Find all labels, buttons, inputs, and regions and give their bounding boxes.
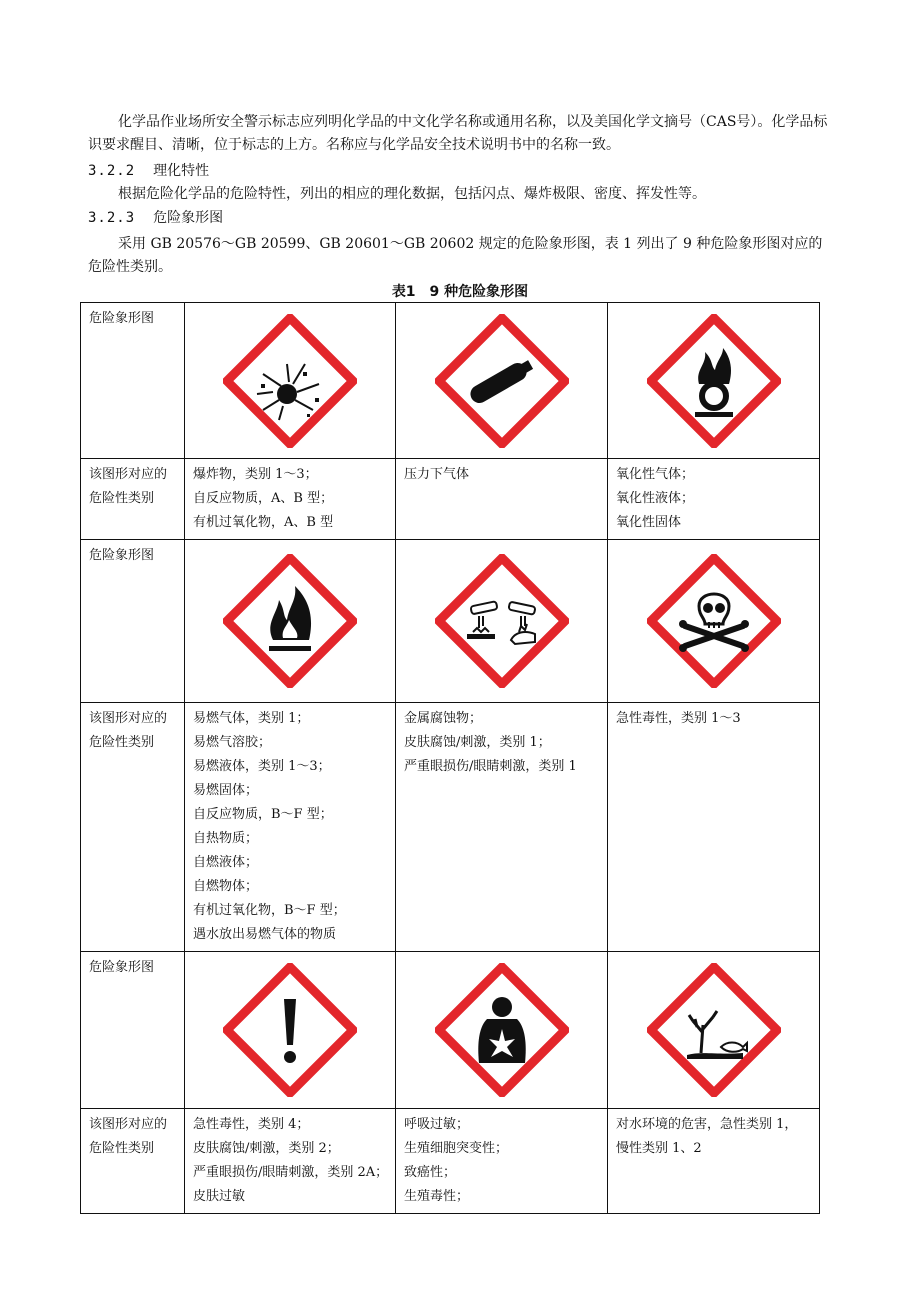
category-item: 易燃气溶胶； — [193, 735, 272, 750]
category-item: 慢性类别 1、2 — [616, 1141, 702, 1156]
corrosion-icon — [435, 554, 569, 688]
category-item: 皮肤腐蚀/刺激，类别 2； — [193, 1141, 340, 1156]
category-cell — [608, 459, 820, 540]
category-item: 生殖毒性； — [404, 1189, 470, 1204]
category-item: 皮肤过敏 — [193, 1189, 246, 1204]
flame-icon — [223, 554, 357, 688]
category-item: 有机过氧化物，B～F 型； — [193, 903, 346, 918]
health-hazard-icon — [435, 963, 569, 1097]
pictogram-row — [81, 303, 820, 459]
category-item: 压力下气体 — [404, 467, 470, 482]
category-label-cell — [81, 1109, 185, 1214]
category-item: 急性毒性，类别 4； — [193, 1117, 310, 1132]
category-cell — [396, 1109, 608, 1214]
category-cell — [185, 1109, 396, 1214]
category-row — [81, 703, 820, 952]
category-item: 自反应物质，B～F 型； — [193, 807, 333, 822]
flame-over-circle-icon — [647, 314, 781, 448]
category-item: 严重眼损伤/眼睛刺激，类别 2A； — [193, 1165, 389, 1180]
category-label-line: 危险性类别 — [89, 735, 155, 750]
pictogram-label-cell: 危险象形图 — [81, 303, 185, 459]
pictogram-cell — [608, 952, 820, 1109]
category-cell — [608, 703, 820, 952]
category-item: 严重眼损伤/眼睛刺激，类别 1 — [404, 759, 577, 774]
category-cell — [608, 1109, 820, 1214]
table-caption: 表1 9 种危险象形图 — [391, 284, 529, 300]
category-item: 生殖细胞突变性； — [404, 1141, 509, 1156]
skull-and-crossbones-icon — [647, 554, 781, 688]
pictogram-label-cell: 危险象形图 — [81, 952, 185, 1109]
category-label-line: 危险性类别 — [89, 1141, 155, 1156]
category-label-line: 该图形对应的 — [89, 711, 168, 726]
pictogram-row — [81, 952, 820, 1109]
section-number: 3.2.3 — [88, 210, 136, 226]
pictogram-cell — [396, 540, 608, 703]
pictogram-cell — [396, 303, 608, 459]
pictogram-cell — [396, 952, 608, 1109]
category-item: 遇水放出易燃气体的物质 — [193, 927, 337, 942]
exploding-bomb-icon — [223, 314, 357, 448]
pictogram-table — [80, 302, 820, 1214]
category-item: 氧化性气体； — [616, 467, 695, 482]
category-item: 呼吸过敏； — [404, 1117, 470, 1132]
category-cell — [185, 459, 396, 540]
category-item: 自热物质； — [193, 831, 259, 846]
intro-paragraph: 化学品作业场所安全警示标志应列明化学品的中文化学名称或通用名称，以及美国化学文摘号（CAS号）。化学品标识要求醒目、清晰，位于标志的上方。名称应与化学品安全技术说明书中的名称一致。 — [88, 114, 828, 153]
category-item: 氧化性液体； — [616, 491, 695, 506]
category-label-line: 该图形对应的 — [89, 467, 168, 482]
category-item: 易燃液体，类别 1～3； — [193, 759, 331, 774]
category-item: 皮肤腐蚀/刺激，类别 1； — [404, 735, 551, 750]
category-cell — [396, 703, 608, 952]
pictogram-cell — [608, 303, 820, 459]
category-item: 对水环境的危害，急性类别 1， — [616, 1117, 798, 1132]
pictogram-cell — [185, 303, 396, 459]
exclamation-mark-icon — [223, 963, 357, 1097]
category-item: 致癌性； — [404, 1165, 457, 1180]
category-item: 急性毒性，类别 1～3 — [616, 711, 741, 726]
section-3-2-3-heading — [88, 207, 223, 227]
category-item: 自燃液体； — [193, 855, 259, 870]
category-item: 爆炸物，类别 1～3； — [193, 467, 318, 482]
category-label-cell — [81, 703, 185, 952]
section-number: 3.2.2 — [88, 163, 136, 179]
category-label-cell — [81, 459, 185, 540]
section-3-2-3-paragraph: 采用 GB 20576～GB 20599、GB 20601～GB 20602 规定的危险象形图，表 1 列出了 9 种危险象形图对应的危险性类别。 — [88, 236, 823, 275]
gas-cylinder-icon — [435, 314, 569, 448]
pictogram-cell — [608, 540, 820, 703]
category-item: 氧化性固体 — [616, 515, 682, 530]
category-item: 自反应物质，A、B 型； — [193, 491, 334, 506]
category-label-line: 危险性类别 — [89, 491, 155, 506]
section-title: 理化特性 — [153, 163, 210, 179]
pictogram-label-cell: 危险象形图 — [81, 540, 185, 703]
category-cell — [185, 703, 396, 952]
pictogram-row — [81, 540, 820, 703]
section-3-2-2-paragraph: 根据危险化学品的危险特性，列出的相应的理化数据，包括闪点、爆炸极限、密度、挥发性等。 — [118, 186, 706, 202]
category-item: 自燃物体； — [193, 879, 259, 894]
category-cell — [396, 459, 608, 540]
section-3-2-2-heading — [88, 160, 209, 180]
category-item: 有机过氧化物，A、B 型 — [193, 515, 334, 530]
category-item: 易燃固体； — [193, 783, 259, 798]
pictogram-cell — [185, 540, 396, 703]
category-item: 金属腐蚀物； — [404, 711, 483, 726]
environment-icon — [647, 963, 781, 1097]
category-label-line: 该图形对应的 — [89, 1117, 168, 1132]
category-row — [81, 459, 820, 540]
pictogram-cell — [185, 952, 396, 1109]
category-item: 易燃气体，类别 1； — [193, 711, 310, 726]
category-row — [81, 1109, 820, 1214]
section-title: 危险象形图 — [153, 210, 224, 226]
